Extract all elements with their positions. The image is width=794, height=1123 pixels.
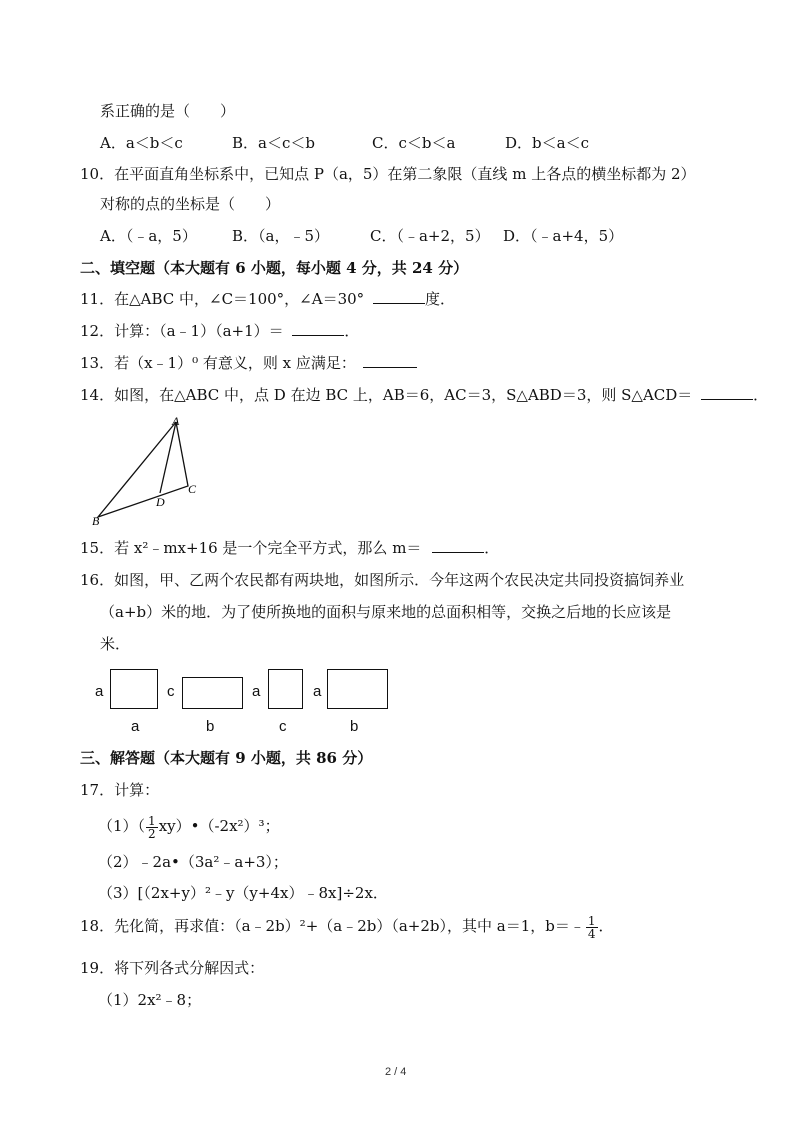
vertex-label-d: D — [156, 495, 165, 509]
q16-line2: （a+b）米的地．为了使所换地的面积与原来地的总面积相等，交换之后地的长应该是 — [100, 603, 672, 621]
q9-option-a: A．a＜b＜c — [100, 134, 183, 152]
q18-fraction — [586, 915, 598, 940]
q17-part3: （3）[（2x+y）²﹣y（y+4x）﹣8x]÷2x． — [98, 884, 388, 902]
q11-answer-blank[interactable] — [373, 289, 425, 304]
triangle-abc-figure — [88, 413, 218, 528]
q12 — [80, 320, 359, 342]
q19-part1: （1）2x²﹣8； — [98, 991, 202, 1009]
q16-line3: 米． — [100, 635, 131, 653]
q17-part1-fraction — [146, 815, 158, 840]
q18-period: ． — [598, 917, 614, 935]
q13-answer-blank[interactable] — [363, 353, 417, 368]
vertex-label-c: C — [188, 482, 197, 496]
q10-option-b: B．（a，﹣5） — [232, 227, 330, 245]
vertex-label-a: A — [172, 414, 180, 428]
q14 — [80, 384, 768, 406]
q18-text: 18．先化简，再求值：（a﹣2b）²+（a﹣2b）（a+2b），其中 a＝1，b＝﹣ — [80, 917, 585, 935]
q9-option-c: C．c＜b＜a — [372, 134, 456, 152]
q15 — [80, 537, 499, 559]
q17-part2: （2）﹣2a•（3a²﹣a+3）； — [98, 853, 288, 871]
q18 — [80, 912, 614, 940]
vertex-label-b: B — [92, 514, 100, 528]
plot1-side-label: a — [95, 683, 104, 700]
q10-stem-line1: 10．在平面直角坐标系中，已知点 P（a，5）在第二象限（直线 m 上各点的横坐标都为 2） — [80, 165, 696, 183]
q9-option-d: D．b＜a＜c — [505, 134, 589, 152]
q12-text: 12．计算：（a﹣1）（a+1）＝ — [80, 322, 284, 340]
plot1-rect — [110, 669, 158, 709]
plot4-rect — [327, 669, 388, 709]
q14-period: ． — [753, 386, 769, 404]
plot3-side-label: a — [252, 683, 261, 700]
q9-option-b: B．a＜c＜b — [232, 134, 315, 152]
section-2-heading: 二、填空题（本大题有 6 小题，每小题 4 分，共 24 分） — [80, 259, 469, 277]
plot4-bottom-label: b — [350, 718, 359, 735]
q14-text: 14．如图，在△ABC 中，点 D 在边 BC 上，AB＝6，AC＝3，S△ABD＝3，则 S△ACD＝ — [80, 386, 693, 404]
plot2-bottom-label: b — [206, 718, 215, 735]
q15-answer-blank[interactable] — [432, 538, 484, 553]
q15-text: 15．若 x²﹣mx+16 是一个完全平方式，那么 m＝ — [80, 539, 422, 557]
q13-text: 13．若（x﹣1）⁰ 有意义，则 x 应满足： — [80, 354, 356, 372]
fraction-denominator: 2 — [148, 826, 156, 841]
q10-option-c: C．（﹣a+2，5） — [370, 227, 490, 245]
q9-stem: 系正确的是（ ） — [100, 102, 236, 120]
q10-option-d: D．（﹣a+4，5） — [503, 227, 624, 245]
page-number: 2 / 4 — [385, 1066, 407, 1078]
plot1-bottom-label: a — [131, 718, 140, 735]
q10-stem-line2: 对称的点的坐标是（ ） — [100, 195, 281, 213]
fraction-numerator: 1 — [587, 913, 596, 928]
plot2-side-label: c — [167, 683, 175, 700]
section-3-heading: 三、解答题（本大题有 9 小题，共 86 分） — [80, 749, 373, 767]
plot4-side-label: a — [313, 683, 322, 700]
plot2-rect — [182, 677, 243, 709]
q10-option-a: A．（﹣a，5） — [100, 227, 197, 245]
q11-unit: 度． — [424, 290, 455, 308]
q17-title: 17．计算： — [80, 781, 160, 799]
q11-text: 11．在△ABC 中，∠C＝100°，∠A＝30° — [80, 290, 365, 308]
q12-answer-blank[interactable] — [292, 321, 344, 336]
fraction-numerator: 1 — [148, 813, 156, 828]
q17-part1-rest: xy）•（-2x²）³； — [158, 817, 280, 835]
q13 — [80, 352, 417, 374]
q11 — [80, 288, 455, 310]
plot3-bottom-label: c — [279, 718, 287, 735]
q15-period: ． — [484, 539, 500, 557]
q12-period: ． — [344, 322, 360, 340]
triangle-outline — [98, 422, 188, 517]
q17-part1 — [98, 812, 280, 840]
q14-answer-blank[interactable] — [701, 385, 753, 400]
q19-title: 19．将下列各式分解因式： — [80, 959, 265, 977]
q17-part1-prefix: （1）（ — [98, 817, 146, 835]
plot3-rect — [268, 669, 303, 709]
q16-line1: 16．如图，甲、乙两个农民都有两块地，如图所示．今年这两个农民决定共同投资搞饲养业 — [80, 571, 685, 589]
fraction-denominator: 4 — [587, 926, 596, 941]
